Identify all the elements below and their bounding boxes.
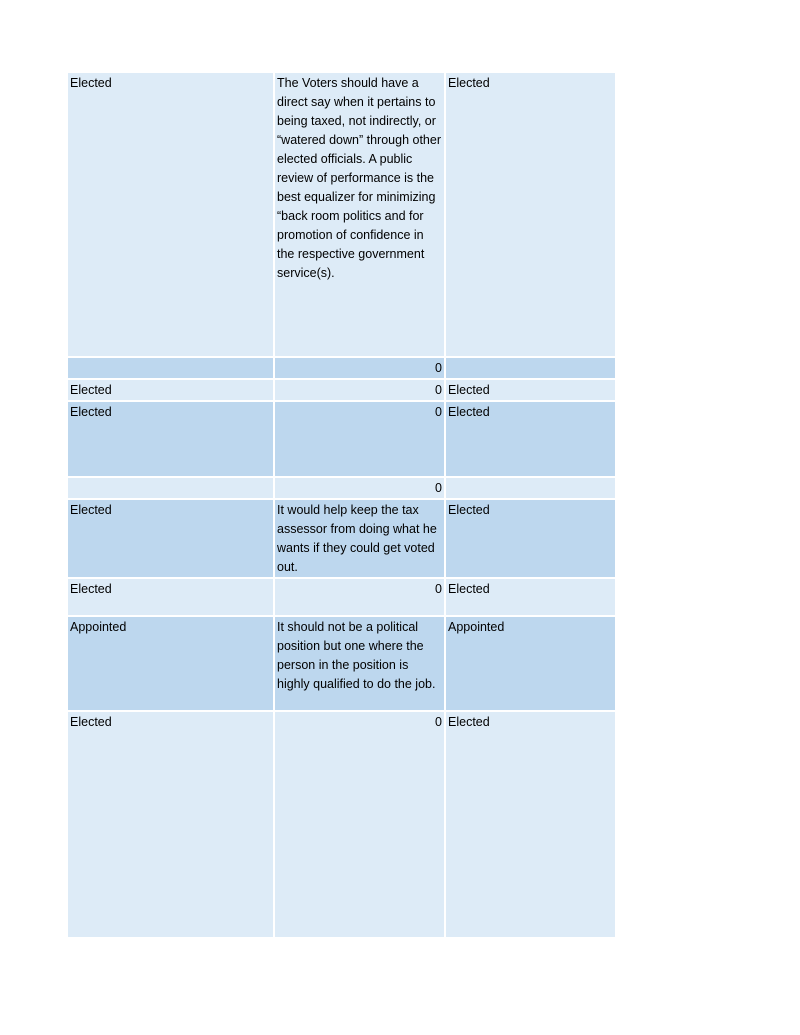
reason-cell: The Voters should have a direct say when it pertains to being taxed, not indirectly, or “watered down” through other elected officials. A public review of performance is the best equalizer for minimizing “back room politics and for promotion of confidence in the respective government service(s).	[274, 72, 445, 357]
choice-cell: Appointed	[445, 616, 616, 711]
reason-cell: 0	[274, 578, 445, 616]
choice-cell: Elected	[445, 72, 616, 357]
reason-cell: It should not be a political position but one where the person in the position is highly qualified to do the job.	[274, 616, 445, 711]
reason-cell: 0	[274, 357, 445, 379]
table-row	[67, 357, 616, 379]
choice-cell: Elected	[445, 711, 616, 938]
table-row	[67, 72, 616, 357]
table-row	[67, 401, 616, 477]
method-cell: Elected	[67, 499, 274, 578]
reason-cell: It would help keep the tax assessor from doing what he wants if they could get voted out.	[274, 499, 445, 578]
reason-cell: 0	[274, 711, 445, 938]
method-cell: Elected	[67, 72, 274, 357]
choice-cell: Elected	[445, 379, 616, 401]
reason-cell: 0	[274, 477, 445, 499]
table-row	[67, 616, 616, 711]
method-cell: Elected	[67, 711, 274, 938]
method-cell: Elected	[67, 578, 274, 616]
table-row	[67, 578, 616, 616]
method-cell: Elected	[67, 379, 274, 401]
method-cell	[67, 357, 274, 379]
method-cell	[67, 477, 274, 499]
table-row	[67, 711, 616, 938]
reason-cell: 0	[274, 379, 445, 401]
method-cell: Appointed	[67, 616, 274, 711]
table-row	[67, 477, 616, 499]
method-cell: Elected	[67, 401, 274, 477]
table-row	[67, 499, 616, 578]
choice-cell: Elected	[445, 401, 616, 477]
response-table	[66, 71, 617, 939]
choice-cell: Elected	[445, 499, 616, 578]
choice-cell	[445, 477, 616, 499]
reason-cell: 0	[274, 401, 445, 477]
choice-cell	[445, 357, 616, 379]
table-row	[67, 379, 616, 401]
choice-cell: Elected	[445, 578, 616, 616]
